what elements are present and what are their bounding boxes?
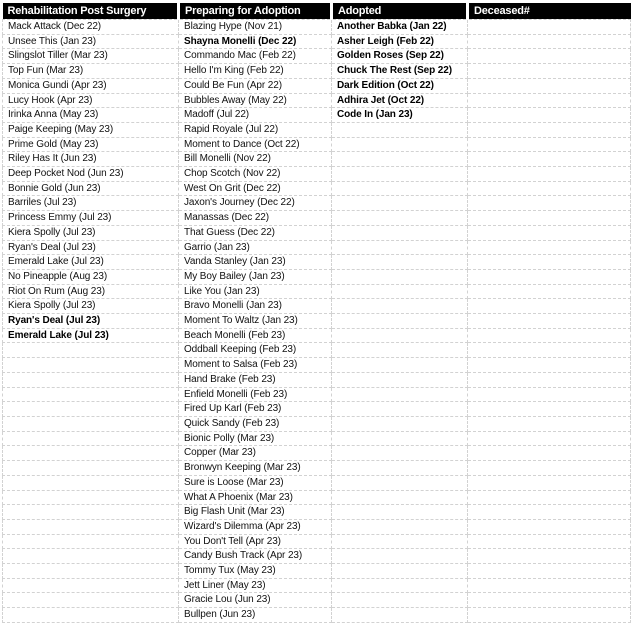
cell[interactable] bbox=[332, 299, 468, 314]
cell[interactable] bbox=[332, 534, 468, 549]
cell[interactable] bbox=[332, 402, 468, 417]
header-cell-preparing[interactable]: Preparing for Adoption bbox=[179, 3, 332, 20]
cell[interactable]: Wizard's Dilemma (Apr 23) bbox=[179, 519, 332, 534]
table-row bbox=[3, 167, 631, 182]
cell[interactable] bbox=[468, 490, 631, 505]
table-row bbox=[3, 549, 631, 564]
cell[interactable] bbox=[332, 167, 468, 182]
table-row bbox=[3, 64, 631, 79]
cell[interactable]: Princess Emmy (Jul 23) bbox=[3, 211, 179, 226]
cell[interactable] bbox=[332, 564, 468, 579]
cell[interactable] bbox=[468, 387, 631, 402]
cell[interactable] bbox=[332, 608, 468, 623]
table-row bbox=[3, 137, 631, 152]
cell[interactable]: Bronwyn Keeping (Mar 23) bbox=[179, 461, 332, 476]
table-row bbox=[3, 152, 631, 167]
table-row bbox=[3, 475, 631, 490]
cell[interactable]: Oddball Keeping (Feb 23) bbox=[179, 343, 332, 358]
cell[interactable]: Big Flash Unit (Mar 23) bbox=[179, 505, 332, 520]
cell[interactable]: You Don't Tell (Apr 23) bbox=[179, 534, 332, 549]
cell[interactable]: Moment To Waltz (Jan 23) bbox=[179, 314, 332, 329]
cell[interactable] bbox=[3, 475, 179, 490]
cell[interactable]: West On Grit (Dec 22) bbox=[179, 181, 332, 196]
cell[interactable] bbox=[332, 387, 468, 402]
cell[interactable] bbox=[3, 534, 179, 549]
cell[interactable]: Slingslot Tiller (Mar 23) bbox=[3, 49, 179, 64]
cell[interactable] bbox=[332, 431, 468, 446]
cell[interactable]: Ryan's Deal (Jul 23) bbox=[3, 240, 179, 255]
cell[interactable] bbox=[332, 593, 468, 608]
cell[interactable]: Bill Monelli (Nov 22) bbox=[179, 152, 332, 167]
cell[interactable]: Like You (Jan 23) bbox=[179, 284, 332, 299]
cell[interactable] bbox=[468, 593, 631, 608]
cell[interactable]: Shayna Monelli (Dec 22) bbox=[179, 34, 332, 49]
cell[interactable]: Quick Sandy (Feb 23) bbox=[179, 416, 332, 431]
cell[interactable]: Lucy Hook (Apr 23) bbox=[3, 93, 179, 108]
table-row bbox=[3, 564, 631, 579]
table-row bbox=[3, 211, 631, 226]
cell[interactable] bbox=[332, 284, 468, 299]
cell[interactable]: Copper (Mar 23) bbox=[179, 446, 332, 461]
table-row bbox=[3, 284, 631, 299]
cell[interactable] bbox=[3, 461, 179, 476]
table-row bbox=[3, 181, 631, 196]
cell[interactable] bbox=[468, 475, 631, 490]
cell[interactable] bbox=[468, 343, 631, 358]
cell[interactable] bbox=[468, 328, 631, 343]
cell[interactable] bbox=[3, 431, 179, 446]
cell[interactable] bbox=[332, 446, 468, 461]
cell[interactable]: No Pineapple (Aug 23) bbox=[3, 269, 179, 284]
cell[interactable] bbox=[332, 240, 468, 255]
header-row bbox=[3, 3, 631, 20]
cell[interactable] bbox=[468, 255, 631, 270]
cell[interactable] bbox=[468, 519, 631, 534]
cell[interactable]: Hand Brake (Feb 23) bbox=[179, 372, 332, 387]
cell[interactable]: Moment to Dance (Oct 22) bbox=[179, 137, 332, 152]
adoption-status-table bbox=[2, 3, 631, 623]
cell[interactable] bbox=[3, 519, 179, 534]
cell[interactable] bbox=[468, 446, 631, 461]
spreadsheet bbox=[2, 3, 631, 623]
cell[interactable] bbox=[3, 549, 179, 564]
cell[interactable] bbox=[468, 461, 631, 476]
cell[interactable]: Bravo Monelli (Jan 23) bbox=[179, 299, 332, 314]
cell[interactable]: My Boy Bailey (Jan 23) bbox=[179, 269, 332, 284]
cell[interactable]: Fired Up Karl (Feb 23) bbox=[179, 402, 332, 417]
cell[interactable]: Sure is Loose (Mar 23) bbox=[179, 475, 332, 490]
table-row bbox=[3, 372, 631, 387]
cell[interactable] bbox=[3, 608, 179, 623]
cell[interactable]: Golden Roses (Sep 22) bbox=[332, 49, 468, 64]
table-body bbox=[3, 20, 631, 623]
cell[interactable]: Rapid Royale (Jul 22) bbox=[179, 122, 332, 137]
cell[interactable]: Monica Gundi (Apr 23) bbox=[3, 78, 179, 93]
cell[interactable] bbox=[332, 475, 468, 490]
table-row bbox=[3, 593, 631, 608]
cell[interactable]: Code In (Jan 23) bbox=[332, 108, 468, 123]
cell[interactable] bbox=[332, 328, 468, 343]
cell[interactable] bbox=[332, 137, 468, 152]
table-row bbox=[3, 255, 631, 270]
table-row bbox=[3, 122, 631, 137]
cell[interactable]: Vanda Stanley (Jan 23) bbox=[179, 255, 332, 270]
cell[interactable]: What A Phoenix (Mar 23) bbox=[179, 490, 332, 505]
cell[interactable] bbox=[332, 181, 468, 196]
table-row bbox=[3, 108, 631, 123]
table-row bbox=[3, 608, 631, 623]
cell[interactable] bbox=[468, 269, 631, 284]
table-row bbox=[3, 49, 631, 64]
cell[interactable] bbox=[332, 314, 468, 329]
cell[interactable]: Garrio (Jan 23) bbox=[179, 240, 332, 255]
cell[interactable] bbox=[332, 255, 468, 270]
cell[interactable]: Ryan's Deal (Jul 23) bbox=[3, 314, 179, 329]
cell[interactable]: Emerald Lake (Jul 23) bbox=[3, 255, 179, 270]
cell[interactable] bbox=[332, 122, 468, 137]
cell[interactable] bbox=[332, 461, 468, 476]
cell[interactable]: Riot On Rum (Aug 23) bbox=[3, 284, 179, 299]
table-header bbox=[3, 3, 631, 20]
cell[interactable] bbox=[468, 225, 631, 240]
table-row bbox=[3, 78, 631, 93]
cell[interactable]: Blazing Hype (Nov 21) bbox=[179, 20, 332, 35]
cell[interactable]: Another Babka (Jan 22) bbox=[332, 20, 468, 35]
cell[interactable] bbox=[468, 564, 631, 579]
cell[interactable]: Barriles (Jul 23) bbox=[3, 196, 179, 211]
cell[interactable] bbox=[3, 578, 179, 593]
cell[interactable]: Prime Gold (May 23) bbox=[3, 137, 179, 152]
cell[interactable]: Chop Scotch (Nov 22) bbox=[179, 167, 332, 182]
cell[interactable] bbox=[332, 505, 468, 520]
cell[interactable]: Emerald Lake (Jul 23) bbox=[3, 328, 179, 343]
header-cell-rehabilitation[interactable]: Rehabilitation Post Surgery bbox=[3, 3, 179, 20]
cell[interactable]: Bonnie Gold (Jun 23) bbox=[3, 181, 179, 196]
cell[interactable] bbox=[468, 64, 631, 79]
cell[interactable] bbox=[3, 358, 179, 373]
cell[interactable]: Bionic Polly (Mar 23) bbox=[179, 431, 332, 446]
cell[interactable]: Chuck The Rest (Sep 22) bbox=[332, 64, 468, 79]
cell[interactable]: Enfield Monelli (Feb 23) bbox=[179, 387, 332, 402]
table-row bbox=[3, 490, 631, 505]
cell[interactable] bbox=[3, 490, 179, 505]
cell[interactable]: Mack Attack (Dec 22) bbox=[3, 20, 179, 35]
cell[interactable] bbox=[3, 564, 179, 579]
cell[interactable] bbox=[3, 446, 179, 461]
cell[interactable] bbox=[468, 108, 631, 123]
cell[interactable]: Beach Monelli (Feb 23) bbox=[179, 328, 332, 343]
cell[interactable] bbox=[468, 137, 631, 152]
cell[interactable]: Could Be Fun (Apr 22) bbox=[179, 78, 332, 93]
cell[interactable] bbox=[332, 549, 468, 564]
table-row bbox=[3, 343, 631, 358]
table-row bbox=[3, 314, 631, 329]
cell[interactable]: That Guess (Dec 22) bbox=[179, 225, 332, 240]
cell[interactable]: Jaxon's Journey (Dec 22) bbox=[179, 196, 332, 211]
cell[interactable] bbox=[3, 372, 179, 387]
cell[interactable]: Deep Pocket Nod (Jun 23) bbox=[3, 167, 179, 182]
cell[interactable] bbox=[468, 431, 631, 446]
cell[interactable] bbox=[468, 78, 631, 93]
cell[interactable] bbox=[332, 416, 468, 431]
cell[interactable] bbox=[468, 49, 631, 64]
table-row bbox=[3, 461, 631, 476]
cell[interactable] bbox=[468, 549, 631, 564]
cell[interactable] bbox=[468, 402, 631, 417]
cell[interactable] bbox=[468, 534, 631, 549]
cell[interactable] bbox=[468, 196, 631, 211]
header-cell-adopted[interactable]: Adopted bbox=[332, 3, 468, 20]
cell[interactable]: Dark Edition (Oct 22) bbox=[332, 78, 468, 93]
cell[interactable]: Commando Mac (Feb 22) bbox=[179, 49, 332, 64]
cell[interactable] bbox=[3, 505, 179, 520]
cell[interactable] bbox=[468, 578, 631, 593]
cell[interactable]: Manassas (Dec 22) bbox=[179, 211, 332, 226]
cell[interactable] bbox=[332, 578, 468, 593]
header-cell-deceased[interactable]: Deceased# bbox=[468, 3, 631, 20]
cell[interactable]: Madoff (Jul 22) bbox=[179, 108, 332, 123]
cell[interactable] bbox=[468, 299, 631, 314]
cell[interactable] bbox=[332, 225, 468, 240]
cell[interactable] bbox=[332, 358, 468, 373]
cell[interactable] bbox=[468, 34, 631, 49]
table-row bbox=[3, 93, 631, 108]
table-row bbox=[3, 402, 631, 417]
cell[interactable] bbox=[468, 93, 631, 108]
cell[interactable] bbox=[332, 372, 468, 387]
cell[interactable] bbox=[332, 519, 468, 534]
table-row bbox=[3, 416, 631, 431]
table-row bbox=[3, 196, 631, 211]
cell[interactable] bbox=[332, 211, 468, 226]
table-row bbox=[3, 358, 631, 373]
cell[interactable] bbox=[468, 181, 631, 196]
cell[interactable]: Candy Bush Track (Apr 23) bbox=[179, 549, 332, 564]
cell[interactable]: Adhira Jet (Oct 22) bbox=[332, 93, 468, 108]
cell[interactable] bbox=[468, 20, 631, 35]
table-row bbox=[3, 299, 631, 314]
cell[interactable] bbox=[332, 269, 468, 284]
cell[interactable]: Bullpen (Jun 23) bbox=[179, 608, 332, 623]
table-row bbox=[3, 328, 631, 343]
table-row bbox=[3, 20, 631, 35]
cell[interactable] bbox=[468, 240, 631, 255]
cell[interactable] bbox=[3, 402, 179, 417]
cell[interactable] bbox=[468, 505, 631, 520]
cell[interactable] bbox=[468, 416, 631, 431]
cell[interactable] bbox=[468, 167, 631, 182]
table-row bbox=[3, 269, 631, 284]
cell[interactable]: Moment to Salsa (Feb 23) bbox=[179, 358, 332, 373]
cell[interactable]: Bubbles Away (May 22) bbox=[179, 93, 332, 108]
cell[interactable]: Jett Liner (May 23) bbox=[179, 578, 332, 593]
cell[interactable] bbox=[332, 152, 468, 167]
cell[interactable]: Asher Leigh (Feb 22) bbox=[332, 34, 468, 49]
cell[interactable]: Unsee This (Jan 23) bbox=[3, 34, 179, 49]
cell[interactable]: Top Fun (Mar 23) bbox=[3, 64, 179, 79]
cell[interactable] bbox=[468, 152, 631, 167]
cell[interactable] bbox=[3, 387, 179, 402]
cell[interactable] bbox=[468, 372, 631, 387]
table-row bbox=[3, 225, 631, 240]
cell[interactable] bbox=[332, 343, 468, 358]
cell[interactable]: Hello I'm King (Feb 22) bbox=[179, 64, 332, 79]
table-row bbox=[3, 34, 631, 49]
cell[interactable]: Kiera Spolly (Jul 23) bbox=[3, 225, 179, 240]
cell[interactable] bbox=[3, 343, 179, 358]
table-row bbox=[3, 578, 631, 593]
table-row bbox=[3, 431, 631, 446]
cell[interactable]: Tommy Tux (May 23) bbox=[179, 564, 332, 579]
cell[interactable] bbox=[3, 416, 179, 431]
cell[interactable] bbox=[332, 196, 468, 211]
cell[interactable]: Kiera Spolly (Jul 23) bbox=[3, 299, 179, 314]
cell[interactable] bbox=[468, 314, 631, 329]
table-row bbox=[3, 240, 631, 255]
cell[interactable] bbox=[468, 358, 631, 373]
cell[interactable]: Irinka Anna (May 23) bbox=[3, 108, 179, 123]
cell[interactable]: Paige Keeping (May 23) bbox=[3, 122, 179, 137]
table-row bbox=[3, 446, 631, 461]
cell[interactable] bbox=[468, 284, 631, 299]
cell[interactable] bbox=[468, 122, 631, 137]
cell[interactable]: Gracie Lou (Jun 23) bbox=[179, 593, 332, 608]
table-row bbox=[3, 519, 631, 534]
cell[interactable] bbox=[3, 593, 179, 608]
table-row bbox=[3, 505, 631, 520]
cell[interactable] bbox=[332, 490, 468, 505]
table-row bbox=[3, 387, 631, 402]
cell[interactable] bbox=[468, 608, 631, 623]
cell[interactable]: Riley Has It (Jun 23) bbox=[3, 152, 179, 167]
cell[interactable] bbox=[468, 211, 631, 226]
table-row bbox=[3, 534, 631, 549]
